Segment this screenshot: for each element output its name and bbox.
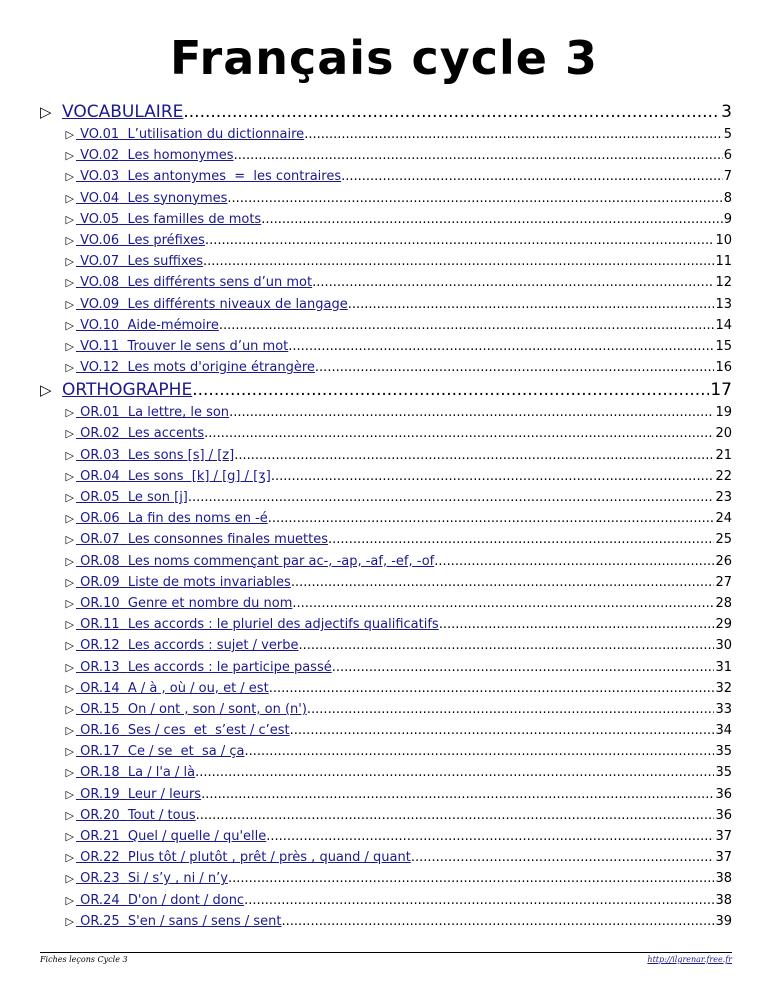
dot-leader (268, 508, 715, 529)
toc-page-number: 23 (715, 490, 732, 505)
dot-leader (315, 357, 715, 378)
toc-entry-code[interactable]: OR.15 (76, 701, 120, 717)
dot-leader (341, 166, 723, 187)
toc-entry[interactable] (40, 805, 732, 826)
toc-page-number: 35 (715, 744, 732, 760)
toc-entry-code[interactable]: OR.04 (76, 468, 120, 484)
dot-leader (227, 188, 722, 209)
toc-entry-label[interactable]: Les accents (127, 426, 205, 442)
dot-leader (290, 720, 715, 741)
toc-page-number: 32 (715, 680, 732, 696)
toc-page-number: 28 (715, 595, 732, 611)
toc-entry-code[interactable]: OR.08 (76, 553, 120, 569)
toc-entry[interactable] (40, 678, 732, 699)
triangle-right-icon: ▷ (65, 212, 74, 226)
triangle-right-icon: ▷ (65, 893, 74, 907)
toc-entry-label[interactable]: Ce / se et sa / ça (127, 744, 245, 760)
toc-entry-label[interactable]: Les familles de mots (127, 211, 262, 227)
toc-page-number: 5 (723, 127, 732, 142)
toc-entry-code[interactable]: VO.12 (76, 360, 120, 376)
triangle-right-icon: ▷ (65, 766, 74, 780)
toc-page-number: 37 (715, 829, 732, 844)
toc-section-1[interactable] (40, 378, 732, 402)
toc-entry-code[interactable]: OR.05 (76, 490, 120, 505)
toc-entry-code[interactable]: OR.10 (76, 595, 120, 611)
toc-entry-label[interactable]: Leur / leurs (127, 786, 202, 802)
toc-entry-code[interactable]: OR.21 (76, 829, 120, 844)
toc-page-number: 22 (715, 468, 732, 484)
toc-entry[interactable] (40, 593, 732, 614)
triangle-right-icon: ▷ (40, 381, 52, 400)
toc-entry-code[interactable]: OR.18 (76, 765, 120, 781)
toc-page-number: 27 (715, 574, 732, 590)
toc-section-label[interactable]: VOCABULAIRE (62, 102, 184, 122)
dot-leader (312, 272, 714, 293)
dot-leader (269, 678, 715, 699)
toc-entry-code[interactable]: OR.25 (76, 913, 120, 929)
toc-entry-label[interactable]: Les noms commençant par ac-, -ap, -af, -ef, -of (127, 553, 435, 569)
triangle-right-icon: ▷ (65, 149, 74, 163)
toc-entry[interactable] (40, 551, 732, 572)
toc-entry-code[interactable]: OR.11 (76, 617, 120, 633)
toc-entry[interactable] (40, 188, 732, 209)
toc-entry[interactable] (40, 784, 732, 805)
toc-entry-label[interactable]: D'on / dont / donc (127, 892, 245, 908)
toc-entry-label[interactable]: Les consonnes finales muettes (127, 532, 329, 548)
dot-leader (204, 423, 714, 444)
toc-entry-code[interactable]: OR.12 (76, 638, 120, 654)
dot-leader (288, 336, 714, 357)
toc-page-number: 29 (715, 617, 732, 633)
toc-page-number: 34 (715, 723, 732, 739)
toc-page-number: 24 (715, 511, 732, 527)
toc-entry[interactable] (40, 124, 732, 145)
toc-entry[interactable] (40, 166, 732, 187)
toc-section-0[interactable] (40, 100, 732, 124)
toc-entry-code[interactable]: VO.10 (76, 317, 120, 333)
toc-entry-label[interactable]: Tout / tous (127, 807, 196, 823)
toc-entry[interactable] (40, 294, 732, 315)
triangle-right-icon: ▷ (65, 702, 74, 716)
page-title: Français cycle 3 (170, 31, 598, 85)
dot-leader (234, 445, 714, 466)
toc-page-number: 3 (721, 102, 732, 122)
triangle-right-icon: ▷ (65, 448, 74, 462)
toc-entry[interactable] (40, 911, 732, 932)
toc-page-number: 10 (715, 232, 732, 248)
triangle-right-icon: ▷ (65, 191, 74, 205)
toc-entry[interactable] (40, 445, 732, 466)
toc-entry-code[interactable]: VO.07 (76, 254, 120, 270)
toc-entry-code[interactable]: OR.01 (76, 405, 120, 421)
toc-entry-label[interactable]: La / l'a / là (127, 765, 196, 781)
toc-page-number: 37 (715, 850, 732, 866)
toc-entry[interactable] (40, 466, 732, 487)
toc-entry-code[interactable]: VO.05 (76, 211, 120, 227)
toc-entry[interactable] (40, 572, 732, 593)
dot-leader (411, 847, 715, 868)
toc-entry-label[interactable]: Si / s’y , ni / n’y (127, 871, 228, 887)
toc-page-number: 26 (715, 553, 732, 569)
triangle-right-icon: ▷ (65, 233, 74, 247)
dot-leader (298, 635, 714, 656)
triangle-right-icon: ▷ (65, 297, 74, 311)
dot-leader (307, 699, 715, 720)
dot-leader (203, 251, 714, 272)
triangle-right-icon: ▷ (65, 554, 74, 568)
toc-page-number: 6 (723, 148, 732, 164)
toc-entry[interactable] (40, 315, 732, 336)
triangle-right-icon: ▷ (65, 276, 74, 290)
toc-entry[interactable] (40, 720, 732, 741)
dot-leader (439, 614, 715, 635)
toc-entry-code[interactable]: OR.03 (76, 447, 120, 463)
triangle-right-icon: ▷ (65, 533, 74, 547)
toc-entry-label[interactable]: Les préfixes (127, 232, 205, 248)
dot-leader (196, 805, 715, 826)
toc-entry[interactable] (40, 209, 732, 230)
triangle-right-icon: ▷ (65, 681, 74, 695)
toc-page-number: 30 (715, 638, 732, 654)
triangle-right-icon: ▷ (65, 914, 74, 928)
dot-leader (261, 209, 723, 230)
toc-entry-code[interactable]: OR.23 (76, 871, 120, 887)
toc-page-number: 36 (715, 786, 732, 802)
toc-page-number: 9 (723, 211, 732, 227)
toc-entry-code[interactable]: VO.02 (76, 148, 120, 164)
toc-entry[interactable] (40, 402, 732, 423)
triangle-right-icon: ▷ (65, 406, 74, 420)
toc-entry-code[interactable]: OR.06 (76, 511, 120, 527)
toc-entry-label[interactable]: Les synonymes (127, 190, 228, 206)
triangle-right-icon: ▷ (65, 361, 74, 375)
triangle-right-icon: ▷ (65, 724, 74, 738)
triangle-right-icon: ▷ (65, 339, 74, 353)
triangle-right-icon: ▷ (65, 830, 74, 843)
toc-entry-label[interactable]: Les homonymes (127, 148, 234, 164)
toc-entry-label[interactable]: Trouver le sens d’un mot (127, 338, 289, 354)
triangle-right-icon: ▷ (65, 512, 74, 526)
triangle-right-icon: ▷ (65, 639, 74, 653)
toc-entry-code[interactable]: VO.11 (76, 338, 120, 354)
toc-entry-label[interactable]: A / à , où / ou, et / est (127, 680, 269, 696)
toc-entry-label[interactable]: Les suffixes (127, 254, 204, 270)
toc-entry[interactable] (40, 614, 732, 635)
dot-leader (201, 784, 714, 805)
toc-entry-code[interactable]: OR.07 (76, 532, 120, 548)
dot-leader (205, 230, 715, 251)
triangle-right-icon: ▷ (65, 128, 74, 141)
toc-entry-code[interactable]: OR.20 (76, 807, 120, 823)
toc-entry[interactable] (40, 145, 732, 166)
dot-leader (219, 315, 715, 336)
toc-entry[interactable] (40, 699, 732, 720)
toc-entry[interactable] (40, 487, 732, 508)
triangle-right-icon: ▷ (40, 103, 52, 121)
dot-leader (266, 826, 714, 847)
toc-page-number: 21 (715, 447, 732, 463)
triangle-right-icon: ▷ (65, 851, 74, 865)
dot-leader (332, 657, 715, 678)
dot-leader (282, 911, 715, 932)
dot-leader (245, 741, 715, 762)
toc-entry-code[interactable]: VO.06 (76, 232, 120, 248)
toc-entry-label[interactable]: Ses / ces et s’est / c’est (127, 723, 290, 739)
triangle-right-icon: ▷ (65, 872, 74, 886)
toc-page-number: 38 (715, 871, 732, 887)
triangle-right-icon: ▷ (65, 575, 74, 589)
dot-leader (292, 593, 714, 614)
toc-entry-code[interactable]: VO.09 (76, 296, 120, 312)
toc-page-number: 38 (715, 892, 732, 908)
toc-entry[interactable] (40, 890, 732, 911)
dot-leader (183, 100, 720, 124)
toc-page-number: 11 (715, 254, 732, 270)
toc-page-number: 12 (715, 275, 732, 291)
toc-page-number: 13 (715, 296, 732, 312)
toc-entry-label[interactable]: On / ont , son / sont, on (n') (127, 701, 307, 717)
toc-entry-label[interactable]: Les sons [k] / [g] / [ʒ] (127, 468, 271, 484)
toc-entry[interactable] (40, 336, 732, 357)
toc-entry-code[interactable]: VO.04 (76, 190, 120, 206)
toc-entry[interactable] (40, 272, 732, 293)
dot-leader (244, 890, 714, 911)
dot-leader (192, 378, 709, 402)
dot-leader (271, 466, 715, 487)
toc-page-number: 25 (715, 532, 732, 548)
triangle-right-icon: ▷ (65, 660, 74, 674)
triangle-right-icon: ▷ (65, 596, 74, 610)
dot-leader (234, 145, 723, 166)
toc-entry-label[interactable]: Les différents sens d’un mot (127, 275, 313, 291)
toc-entry-code[interactable]: OR.17 (76, 744, 120, 760)
toc-entry[interactable] (40, 868, 732, 889)
toc-page-number: 17 (710, 380, 732, 401)
toc-entry-code[interactable]: VO.03 (76, 169, 120, 185)
footer-divider (40, 952, 732, 953)
toc-page-number: 33 (715, 701, 732, 717)
toc-entry-label[interactable]: La fin des noms en -é (127, 511, 268, 527)
toc-entry-code[interactable]: OR.22 (76, 850, 120, 866)
toc-entry-label[interactable]: Le son [j] (127, 490, 188, 505)
toc-entry[interactable] (40, 251, 732, 272)
toc-entry-code[interactable]: OR.16 (76, 723, 120, 739)
toc-page-number: 31 (715, 659, 732, 675)
toc-entry-code[interactable]: OR.24 (76, 892, 120, 908)
toc-entry[interactable] (40, 741, 732, 762)
dot-leader (195, 762, 714, 783)
toc-page-number: 35 (715, 765, 732, 781)
footer-link[interactable]: http://ilgrenar.free.fr (647, 955, 732, 964)
toc-entry-label[interactable]: Les accords : le participe passé (127, 659, 332, 675)
triangle-right-icon: ▷ (65, 745, 74, 759)
toc-entry[interactable] (40, 423, 732, 444)
triangle-right-icon: ▷ (65, 427, 74, 441)
toc-entry[interactable] (40, 508, 732, 529)
toc-entry-label[interactable]: Les accords : sujet / verbe (127, 638, 299, 654)
toc-entry[interactable] (40, 762, 732, 783)
toc-entry-code[interactable]: VO.08 (76, 275, 120, 291)
toc-entry-label[interactable]: Liste de mots invariables (127, 574, 291, 590)
toc-entry[interactable] (40, 357, 732, 378)
toc-page-number: 36 (715, 807, 732, 823)
dot-leader (348, 294, 715, 315)
toc-entry-label[interactable]: Plus tôt / plutôt , prêt / près , quand / quant (127, 850, 411, 866)
triangle-right-icon: ▷ (65, 170, 74, 184)
dot-leader (328, 529, 714, 550)
dot-leader (291, 572, 715, 593)
toc-entry-code[interactable]: OR.14 (76, 680, 120, 696)
triangle-right-icon: ▷ (65, 808, 74, 822)
table-of-contents (40, 100, 732, 932)
toc-entry-code[interactable]: OR.09 (76, 574, 120, 590)
dot-leader (304, 124, 723, 145)
toc-entry-code[interactable]: OR.19 (76, 786, 120, 802)
triangle-right-icon: ▷ (65, 491, 74, 504)
triangle-right-icon: ▷ (65, 469, 74, 483)
toc-entry-label[interactable]: Genre et nombre du nom (127, 595, 293, 611)
toc-page-number: 14 (715, 317, 732, 333)
toc-entry-label[interactable]: Aide-mémoire (127, 317, 219, 333)
toc-section-label[interactable]: ORTHOGRAPHE (62, 380, 193, 401)
toc-entry-label[interactable]: Les antonymes = les contraires (127, 169, 342, 185)
toc-page-number: 8 (723, 190, 732, 206)
toc-entry-label[interactable]: L’utilisation du dictionnaire (127, 127, 305, 142)
dot-leader (188, 487, 715, 508)
toc-entry-label[interactable]: Les mots d'origine étrangère (127, 360, 315, 376)
triangle-right-icon: ▷ (65, 255, 74, 269)
toc-entry[interactable] (40, 529, 732, 550)
toc-page-number: 15 (715, 338, 732, 354)
toc-entry-code[interactable]: OR.02 (76, 426, 120, 442)
toc-entry[interactable] (40, 230, 732, 251)
toc-entry[interactable] (40, 635, 732, 656)
toc-entry[interactable] (40, 657, 732, 678)
toc-page-number: 7 (723, 169, 732, 185)
toc-entry-label[interactable]: Les différents niveaux de langage (127, 296, 348, 312)
dot-leader (229, 402, 714, 423)
toc-entry[interactable] (40, 847, 732, 868)
toc-page-number: 20 (715, 426, 732, 442)
toc-page-number: 19 (715, 405, 732, 421)
footer-left-text: Fiches leçons Cycle 3 (40, 955, 128, 964)
dot-leader (228, 868, 715, 889)
toc-entry-label[interactable]: S'en / sans / sens / sent (127, 913, 282, 929)
triangle-right-icon: ▷ (65, 318, 74, 332)
toc-entry-label[interactable]: Les accords : le pluriel des adjectifs qualificatifs (127, 617, 439, 633)
triangle-right-icon: ▷ (65, 618, 74, 632)
toc-entry-code[interactable]: VO.01 (76, 127, 120, 142)
toc-page-number: 16 (715, 360, 732, 376)
toc-page-number: 39 (715, 913, 732, 929)
triangle-right-icon: ▷ (65, 787, 74, 801)
toc-entry-label[interactable]: Quel / quelle / qu'elle (127, 829, 267, 844)
toc-entry-label[interactable]: Les sons [s] / [z] (127, 447, 235, 463)
dot-leader (434, 551, 714, 572)
toc-entry[interactable] (40, 826, 732, 847)
toc-entry-label[interactable]: La lettre, le son (127, 405, 230, 421)
toc-entry-code[interactable]: OR.13 (76, 659, 120, 675)
